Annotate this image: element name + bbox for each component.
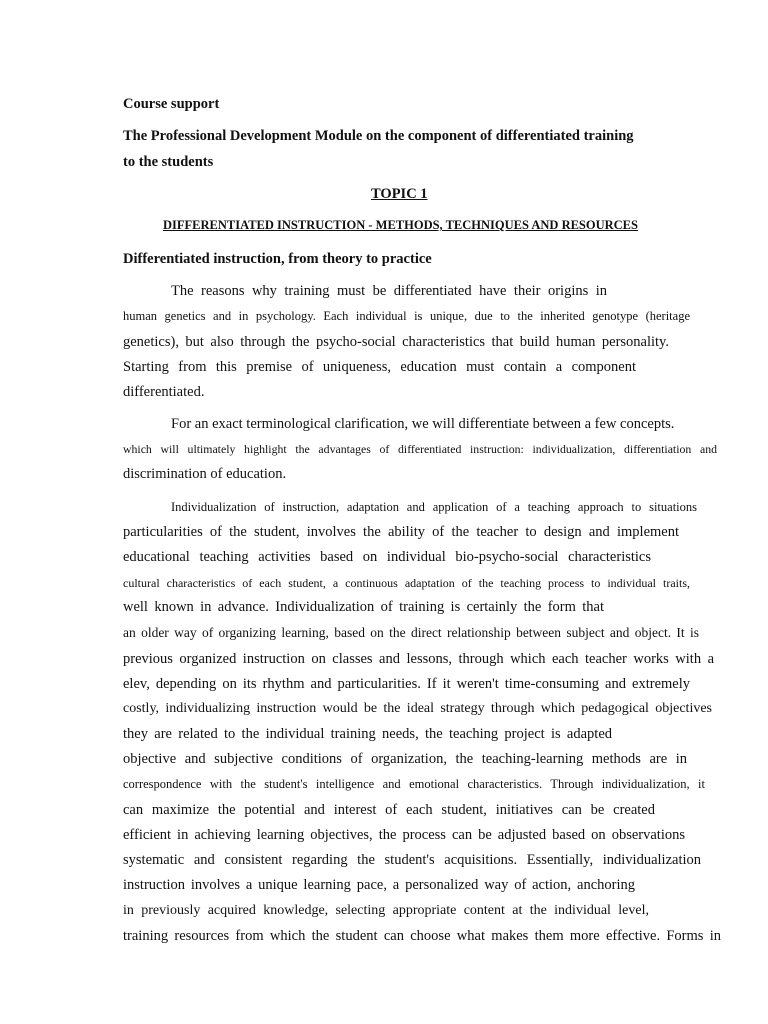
paragraph-3-line-8: elev, depending on its rhythm and particularities. If it weren't time-consuming and extremely xyxy=(123,676,690,692)
module-title-line-1: The Professional Development Module on the component of differentiated training xyxy=(123,128,634,144)
paragraph-3-line-5: well known in advance. Individualization of training is certainly the form that xyxy=(123,599,604,615)
paragraph-3-line-4: cultural characteristics of each student, a continuous adaptation of the teaching process to individual traits, xyxy=(123,576,690,590)
paragraph-3-line-6: an older way of organizing learning, based on the direct relationship between subject and object. It is xyxy=(123,625,699,640)
paragraph-3-line-15: systematic and consistent regarding the student's acquisitions. Essentially, individualization xyxy=(123,852,701,868)
paragraph-1-line-3: genetics), but also through the psycho-social characteristics that build human personality. xyxy=(123,334,669,350)
paragraph-2-line-1: For an exact terminological clarification, we will differentiate between a few concepts. xyxy=(171,416,675,432)
paragraph-3-line-2: particularities of the student, involves the ability of the teacher to design and implement xyxy=(123,524,679,540)
course-label: Course support xyxy=(123,96,220,112)
paragraph-3-line-7: previous organized instruction on classes and lessons, through which each teacher works with a xyxy=(123,651,714,667)
paragraph-3-line-14: efficient in achieving learning objectives, the process can be adjusted based on observations xyxy=(123,827,685,843)
paragraph-1-line-2: human genetics and in psychology. Each individual is unique, due to the inherited genotype (heritage xyxy=(123,309,690,323)
paragraph-3-line-3: educational teaching activities based on individual bio-psycho-social characteristics xyxy=(123,549,651,565)
paragraph-3-line-13: can maximize the potential and interest of each student, initiatives can be created xyxy=(123,802,655,818)
topic-label: TOPIC 1 xyxy=(371,186,428,202)
paragraph-3-line-16: instruction involves a unique learning pace, a personalized way of action, anchoring xyxy=(123,877,635,893)
paragraph-3-line-1: Individualization of instruction, adaptation and application of a teaching approach to situations xyxy=(171,500,697,514)
paragraph-3-line-11: objective and subjective conditions of organization, the teaching-learning methods are in xyxy=(123,751,687,767)
paragraph-1-line-1: The reasons why training must be differentiated have their origins in xyxy=(171,283,607,299)
paragraph-3-line-10: they are related to the individual training needs, the teaching project is adapted xyxy=(123,726,612,742)
paragraph-1-line-4: Starting from this premise of uniqueness, education must contain a component xyxy=(123,359,636,375)
paragraph-3-line-12: correspondence with the student's intelligence and emotional characteristics. Through individualization, it xyxy=(123,777,705,791)
paragraph-3-line-18: training resources from which the student can choose what makes them more effective. Forms in xyxy=(123,928,721,944)
topic-title: DIFFERENTIATED INSTRUCTION - METHODS, TECHNIQUES AND RESOURCES xyxy=(163,218,638,232)
section-heading: Differentiated instruction, from theory to practice xyxy=(123,251,432,267)
paragraph-2-line-3: discrimination of education. xyxy=(123,466,287,482)
paragraph-3-line-9: costly, individualizing instruction would be the ideal strategy through which pedagogical objectives xyxy=(123,701,712,716)
paragraph-3-line-17: in previously acquired knowledge, selecting appropriate content at the individual level, xyxy=(123,903,649,918)
paragraph-2-line-2: which will ultimately highlight the advantages of differentiated instruction: individualization, differentiation and xyxy=(123,442,717,456)
module-title-line-2: to the students xyxy=(123,154,214,170)
paragraph-1-line-5: differentiated. xyxy=(123,384,205,400)
